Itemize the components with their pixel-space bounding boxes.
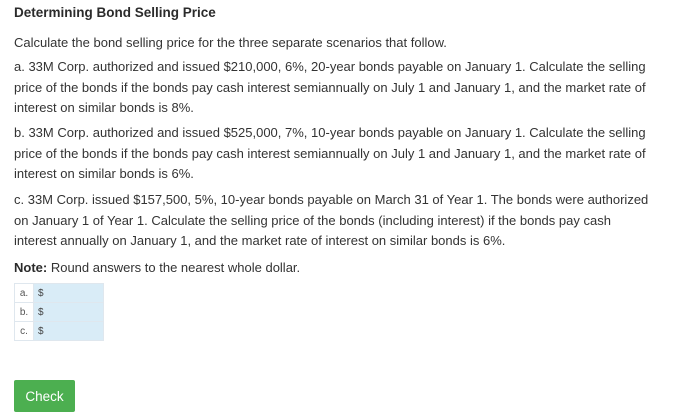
intro-text: Calculate the bond selling price for the three separate scenarios that follow.: [14, 35, 447, 50]
scenario-b-line: price of the bonds if the bonds pay cash interest semiannually on July 1 and January 1, and the market rate of: [14, 145, 646, 161]
currency-symbol: $: [38, 306, 44, 318]
answer-row-b: [15, 303, 104, 322]
scenario-a: [14, 57, 690, 119]
page-title: Determining Bond Selling Price: [14, 5, 216, 20]
scenario-a-line: price of the bonds if the bonds pay cash interest semiannually on July 1 and January 1, and the market rate of: [14, 79, 646, 95]
answer-label-b: b.: [15, 303, 34, 322]
currency-symbol: $: [38, 325, 44, 337]
answer-label-c: c.: [15, 322, 34, 341]
answer-table: [14, 283, 104, 341]
note-label: Note:: [14, 260, 48, 275]
answer-cell-b[interactable]: [34, 303, 104, 322]
answer-input-b[interactable]: [46, 304, 101, 320]
answer-cell-c[interactable]: [34, 322, 104, 341]
scenario-b: [14, 123, 690, 185]
scenario-b-line: interest on similar bonds is 6%.: [14, 166, 194, 181]
scenario-c: [14, 190, 690, 252]
answer-row-c: [15, 322, 104, 341]
check-button[interactable]: Check: [14, 380, 75, 412]
answer-label-a: a.: [15, 284, 34, 303]
answer-row-a: [15, 284, 104, 303]
answer-input-c[interactable]: [46, 323, 101, 339]
scenario-a-line: a. 33M Corp. authorized and issued $210,000, 6%, 20-year bonds payable on January 1. Calculate the selling: [14, 59, 646, 74]
scenario-c-line: on January 1 of Year 1. Calculate the selling price of the bonds (including interest) if the bonds pay cash: [14, 212, 611, 228]
scenario-a-line: interest on similar bonds is 8%.: [14, 100, 194, 115]
scenario-c-line: c. 33M Corp. issued $157,500, 5%, 10-year bonds payable on March 31 of Year 1. The bonds were authorized: [14, 192, 649, 207]
answer-input-a[interactable]: [46, 285, 101, 301]
currency-symbol: $: [38, 287, 44, 299]
scenario-c-line: interest annually on January 1, and the market rate of interest on similar bonds is 6%.: [14, 233, 506, 248]
scenario-b-line: b. 33M Corp. authorized and issued $525,000, 7%, 10-year bonds payable on January 1. Calculate the selling: [14, 125, 646, 140]
note: [14, 258, 300, 278]
answer-cell-a[interactable]: [34, 284, 104, 303]
note-text: Round answers to the nearest whole dollar.: [47, 260, 301, 275]
